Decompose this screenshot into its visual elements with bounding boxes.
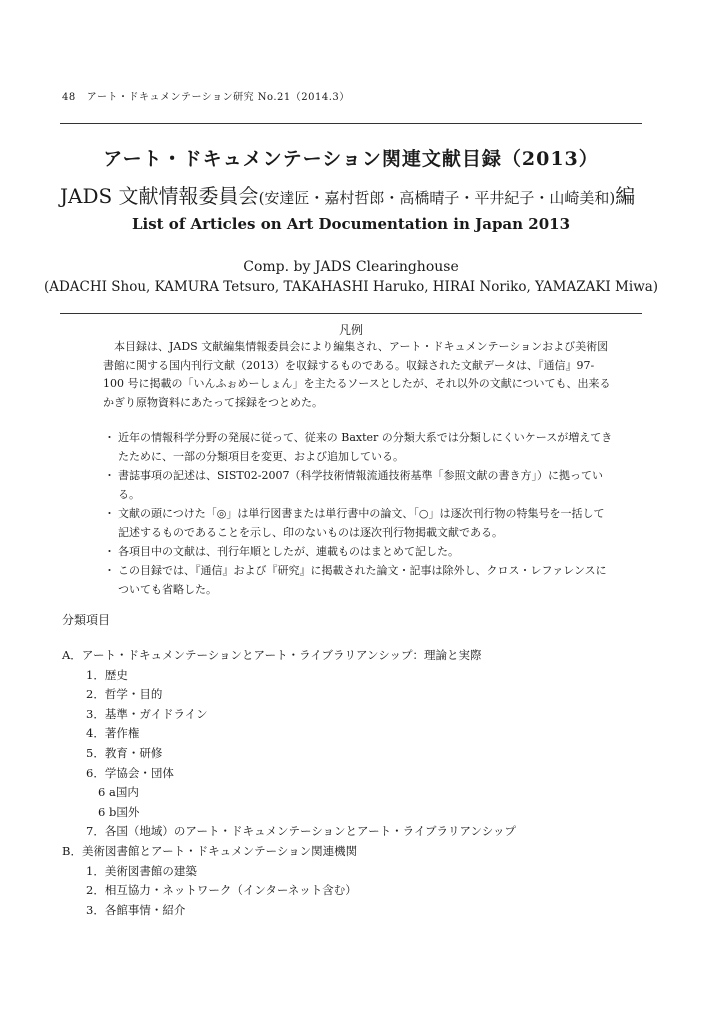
compiled-by: Comp. by JADS Clearinghouse: [243, 259, 459, 275]
classification-list: [62, 646, 662, 920]
running-title: アート・ドキュメンテーション研究 No.21（2014.3）: [86, 92, 350, 103]
toc-item: 3．基準・ガイドライン: [86, 706, 208, 721]
toc-item: 2．哲学・目的: [86, 687, 163, 702]
toc-item: 5．教育・研修: [86, 745, 163, 760]
section-rule: [60, 313, 642, 314]
hanrei-intro: 本目録は、JADS 文献編集情報委員会により編集され、アート・ドキュメンテーションおよび美術図書館に関する国内刊行文献（2013）を収録するものである。収録された文献データは、『通信』97-100 号に掲載の「いんふぉめーしょん」を主たるソースとしたが、それ以外の文献についても、出来るかぎり原物資料にあたって採録をつとめた。: [103, 340, 611, 409]
toc-item: 6 b国外: [98, 804, 140, 819]
hanrei-notes: [104, 428, 614, 599]
header-rule: [60, 123, 642, 124]
classification-heading: 分類項目: [62, 613, 111, 627]
note-item: ・ 近年の情報科学分野の発展に従って、従来の Baxter の分類大系では分類しにくいケースが増えてきたために、一部の分類項目を変更、および追加している。: [104, 428, 614, 466]
article-title-english: List of Articles on Art Documentation in Japan 2013: [131, 215, 571, 233]
toc-item: B．美術図書館とアート・ドキュメンテーション関連機関: [62, 843, 358, 858]
toc-item: 1．歴史: [86, 667, 128, 682]
running-header: [62, 88, 350, 103]
page-number: 48: [62, 92, 76, 103]
toc-item: A．アート・ドキュメンテーションとアート・ライブラリアンシップ：理論と実際: [62, 648, 482, 662]
editors-line: [60, 180, 642, 209]
compilers-list: (ADACHI Shou, KAMURA Tetsuro, TAKAHASHI Haruko, HIRAI Noriko, YAMAZAKI Miwa): [43, 279, 659, 295]
toc-item: 2．相互協力・ネットワーク（インターネット含む）: [86, 883, 357, 898]
toc-item: 6 a国内: [98, 785, 139, 800]
note-item: ・ 書誌事項の記述は、SIST02-2007（科学技術情報流通技術基準「参照文献の書き方」）に拠っている。: [104, 466, 614, 504]
note-item: ・ 各項目中の文献は、刊行年順としたが、連載ものはまとめて記した。: [104, 542, 614, 561]
editors-committee: JADS 文献情報委員会: [60, 184, 259, 208]
article-title-japanese: アート・ドキュメンテーション関連文献目録（2013）: [103, 148, 599, 170]
toc-item: 4．著作権: [86, 726, 140, 741]
toc-item: 3．各館事情・紹介: [86, 902, 186, 917]
toc-item: 1．美術図書館の建築: [86, 863, 197, 878]
hanrei-heading: 凡例: [338, 323, 363, 337]
editors-suffix: 編: [615, 184, 636, 208]
editors-names: (安達匠・嘉村哲郎・高橋晴子・平井紀子・山崎美和): [258, 189, 616, 207]
toc-item: 7．各国（地域）のアート・ドキュメンテーションとアート・ライブラリアンシップ: [86, 824, 517, 839]
note-item: ・ 文献の頭につけた「◎」は単行図書または単行書中の論文、「○」は逐次刊行物の特集号を一括して記述するものであることを示し、印のないものは逐次刊行物掲載文献である。: [104, 504, 614, 542]
note-item: ・ この目録では、『通信』および『研究』に掲載された論文・記事は除外し、クロス・レファレンスについても省略した。: [104, 561, 614, 599]
toc-item: 6．学協会・団体: [86, 765, 174, 780]
